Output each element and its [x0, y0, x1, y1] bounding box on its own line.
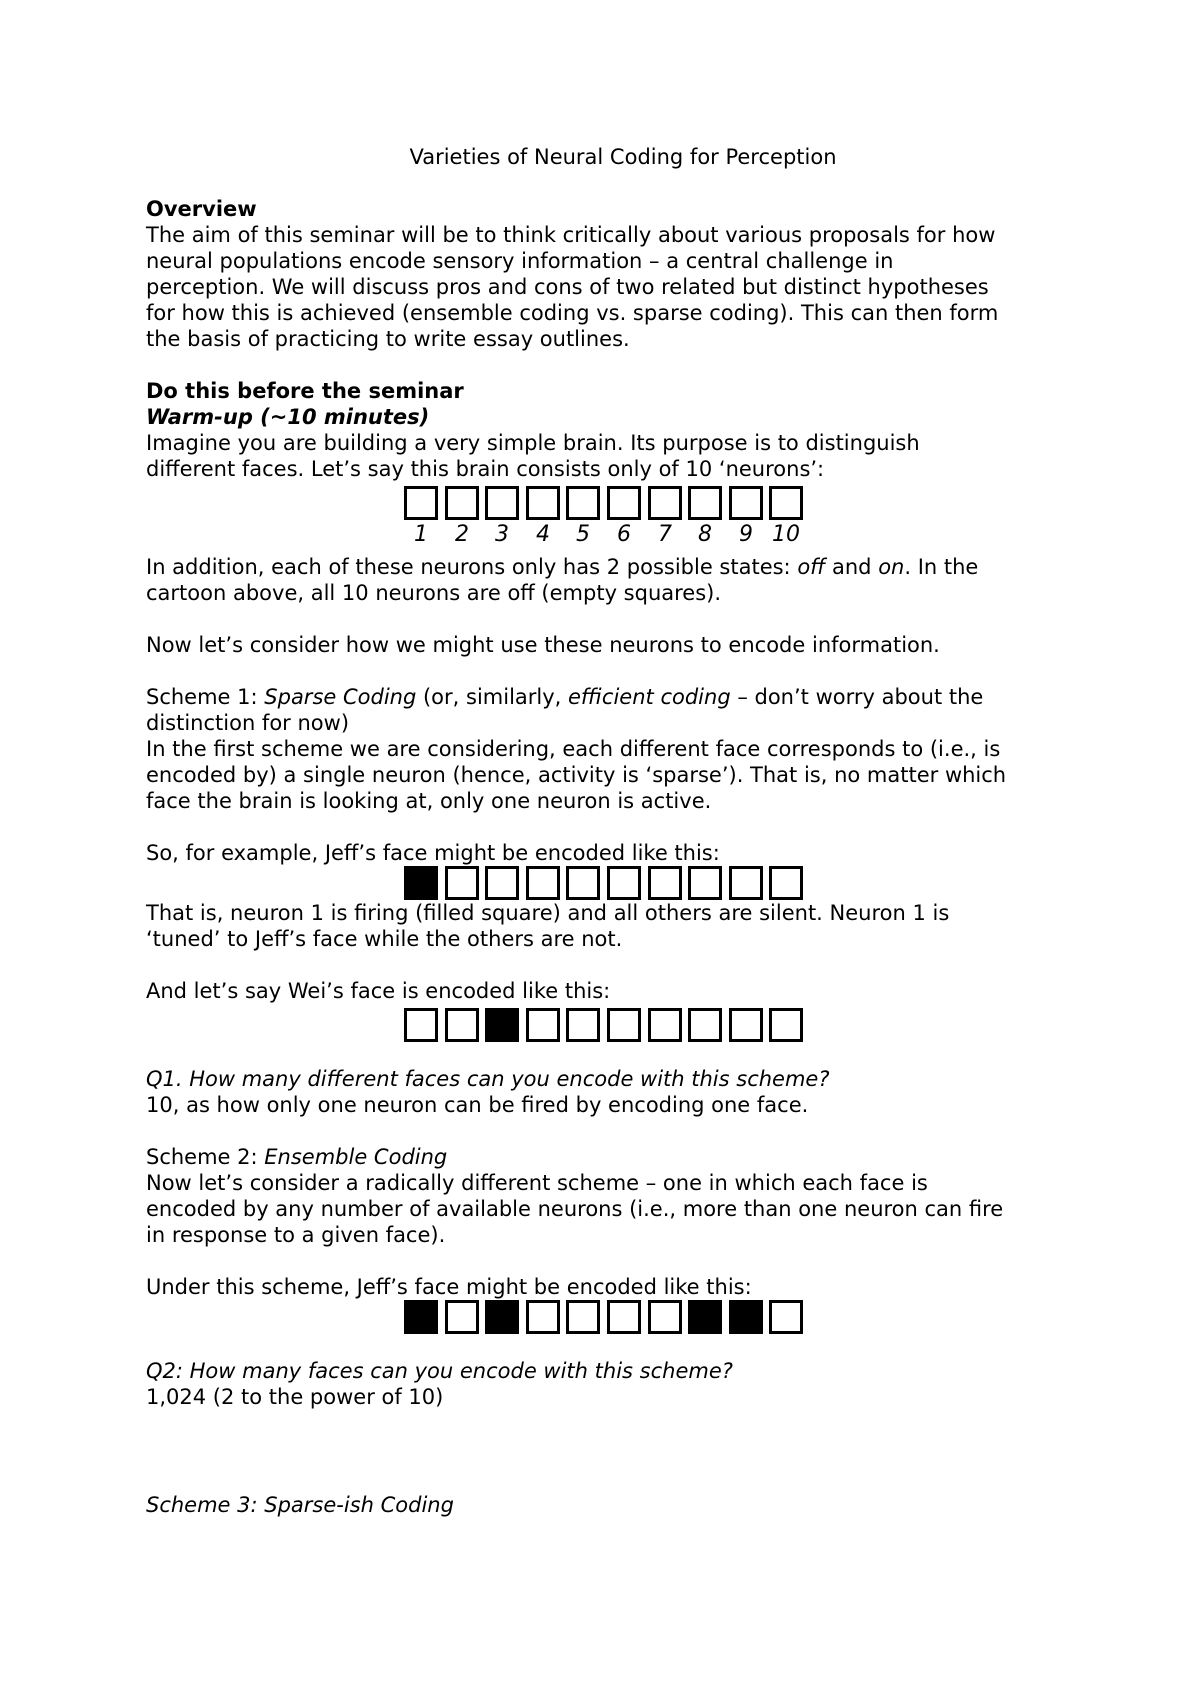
neuron-off: [566, 1008, 600, 1042]
neuron-off: [404, 486, 438, 520]
state-off: off: [797, 555, 826, 579]
neuron-off: [445, 486, 479, 520]
scheme2-desc: encoded by any number of available neurons (i.e., more than one neuron can fire: [146, 1197, 1004, 1221]
scheme1-desc: face the brain is looking at, only one neuron is active.: [146, 789, 712, 813]
neuron-number-row: [404, 522, 824, 548]
neuron-number: 10: [772, 522, 800, 547]
neuron-off: [485, 866, 519, 900]
states-line: In addition, each of these neurons only has 2 possible states: off and on. In the: [146, 555, 979, 579]
neuron-on: [485, 1008, 519, 1042]
neuron-on: [729, 1300, 763, 1334]
neuron-row-wei-sparse: [404, 1004, 814, 1048]
neuron-off: [769, 1008, 803, 1042]
overview-line: for how this is achieved (ensemble coding vs. sparse coding). This can then form: [146, 301, 999, 325]
neuron-off: [566, 866, 600, 900]
scheme2-jeff-intro: Under this scheme, Jeff’s face might be encoded like this:: [146, 1275, 752, 1299]
page-title: Varieties of Neural Coding for Perception: [409, 145, 837, 169]
neuron-number: 5: [576, 522, 590, 547]
neuron-off: [688, 486, 722, 520]
q1-question: Q1. How many different faces can you encode with this scheme?: [146, 1067, 830, 1091]
document-body: [146, 144, 1076, 1518]
neuron-off: [526, 1300, 560, 1334]
consider-line: Now let’s consider how we might use these neurons to encode information.: [146, 633, 940, 657]
neuron-off: [566, 1300, 600, 1334]
neuron-off: [485, 486, 519, 520]
warmup-line: Imagine you are building a very simple brain. Its purpose is to distinguish: [146, 431, 920, 455]
neuron-number: 7: [658, 522, 672, 547]
scheme2-desc: Now let’s consider a radically different scheme – one in which each face is: [146, 1171, 928, 1195]
neuron-row-jeff-ensemble: [404, 1296, 814, 1340]
neuron-off: [526, 486, 560, 520]
scheme1-after-jeff: That is, neuron 1 is firing (filled square) and all others are silent. Neuron 1 is: [146, 901, 950, 925]
neuron-off: [526, 866, 560, 900]
overview-line: perception. We will discuss pros and cons of two related but distinct hypotheses: [146, 275, 989, 299]
scheme3-heading: Scheme 3: Sparse-ish Coding: [146, 1493, 454, 1517]
neuron-off: [769, 1300, 803, 1334]
neuron-off: [688, 866, 722, 900]
q2-question: Q2: How many faces can you encode with this scheme?: [146, 1359, 733, 1383]
neuron-off: [526, 1008, 560, 1042]
neuron-off: [688, 1008, 722, 1042]
scheme1-wei-intro: And let’s say Wei’s face is encoded like this:: [146, 979, 611, 1003]
neuron-number: 8: [698, 522, 712, 547]
overview-heading: Overview: [146, 197, 257, 221]
overview-line: The aim of this seminar will be to think critically about various proposals for how: [146, 223, 996, 247]
neuron-on: [404, 866, 438, 900]
neuron-off: [648, 1300, 682, 1334]
neuron-off: [445, 1300, 479, 1334]
state-on: on: [878, 555, 905, 579]
neuron-off: [607, 1008, 641, 1042]
neuron-row-empty: [404, 482, 814, 522]
neuron-off: [566, 486, 600, 520]
neuron-off: [404, 1008, 438, 1042]
neuron-off: [769, 866, 803, 900]
scheme1-heading-2: distinction for now): [146, 711, 350, 735]
scheme2-desc: in response to a given face).: [146, 1223, 446, 1247]
neuron-number: 1: [414, 522, 428, 547]
neuron-number: 2: [455, 522, 469, 547]
neuron-number: 3: [495, 522, 509, 547]
neuron-off: [729, 486, 763, 520]
before-seminar-heading: Do this before the seminar: [146, 379, 464, 403]
q2-answer: 1,024 (2 to the power of 10): [146, 1385, 444, 1409]
neuron-row-jeff-sparse: [404, 862, 814, 900]
neuron-on: [485, 1300, 519, 1334]
neuron-off: [648, 1008, 682, 1042]
overview-line: neural populations encode sensory information – a central challenge in: [146, 249, 894, 273]
neuron-off: [729, 1008, 763, 1042]
neuron-off: [729, 866, 763, 900]
neuron-off: [607, 866, 641, 900]
neuron-number: 6: [617, 522, 631, 547]
scheme1-after-jeff: ‘tuned’ to Jeff’s face while the others are not.: [146, 927, 623, 951]
neuron-off: [648, 866, 682, 900]
neuron-off: [445, 866, 479, 900]
neuron-number: 4: [536, 522, 550, 547]
neuron-on: [404, 1300, 438, 1334]
states-line-2: cartoon above, all 10 neurons are off (empty squares).: [146, 581, 722, 605]
neuron-off: [607, 1300, 641, 1334]
neuron-off: [445, 1008, 479, 1042]
scheme1-heading: Scheme 1: Sparse Coding (or, similarly, efficient coding – don’t worry about the: [146, 685, 984, 709]
scheme1-desc: encoded by) a single neuron (hence, activity is ‘sparse’). That is, no matter which: [146, 763, 1007, 787]
overview-line: the basis of practicing to write essay outlines.: [146, 327, 630, 351]
q1-answer: 10, as how only one neuron can be fired by encoding one face.: [146, 1093, 809, 1117]
scheme1-jeff-intro: So, for example, Jeff’s face might be encoded like this:: [146, 841, 720, 865]
neuron-off: [769, 486, 803, 520]
neuron-number: 9: [739, 522, 753, 547]
scheme1-desc: In the first scheme we are considering, each different face corresponds to (i.e., is: [146, 737, 1001, 761]
scheme2-heading: Scheme 2: Ensemble Coding: [146, 1145, 448, 1169]
warmup-line: different faces. Let’s say this brain consists only of 10 ‘neurons’:: [146, 457, 825, 481]
warmup-heading: Warm-up (~10 minutes): [146, 405, 430, 429]
neuron-on: [688, 1300, 722, 1334]
neuron-off: [648, 486, 682, 520]
neuron-off: [607, 486, 641, 520]
